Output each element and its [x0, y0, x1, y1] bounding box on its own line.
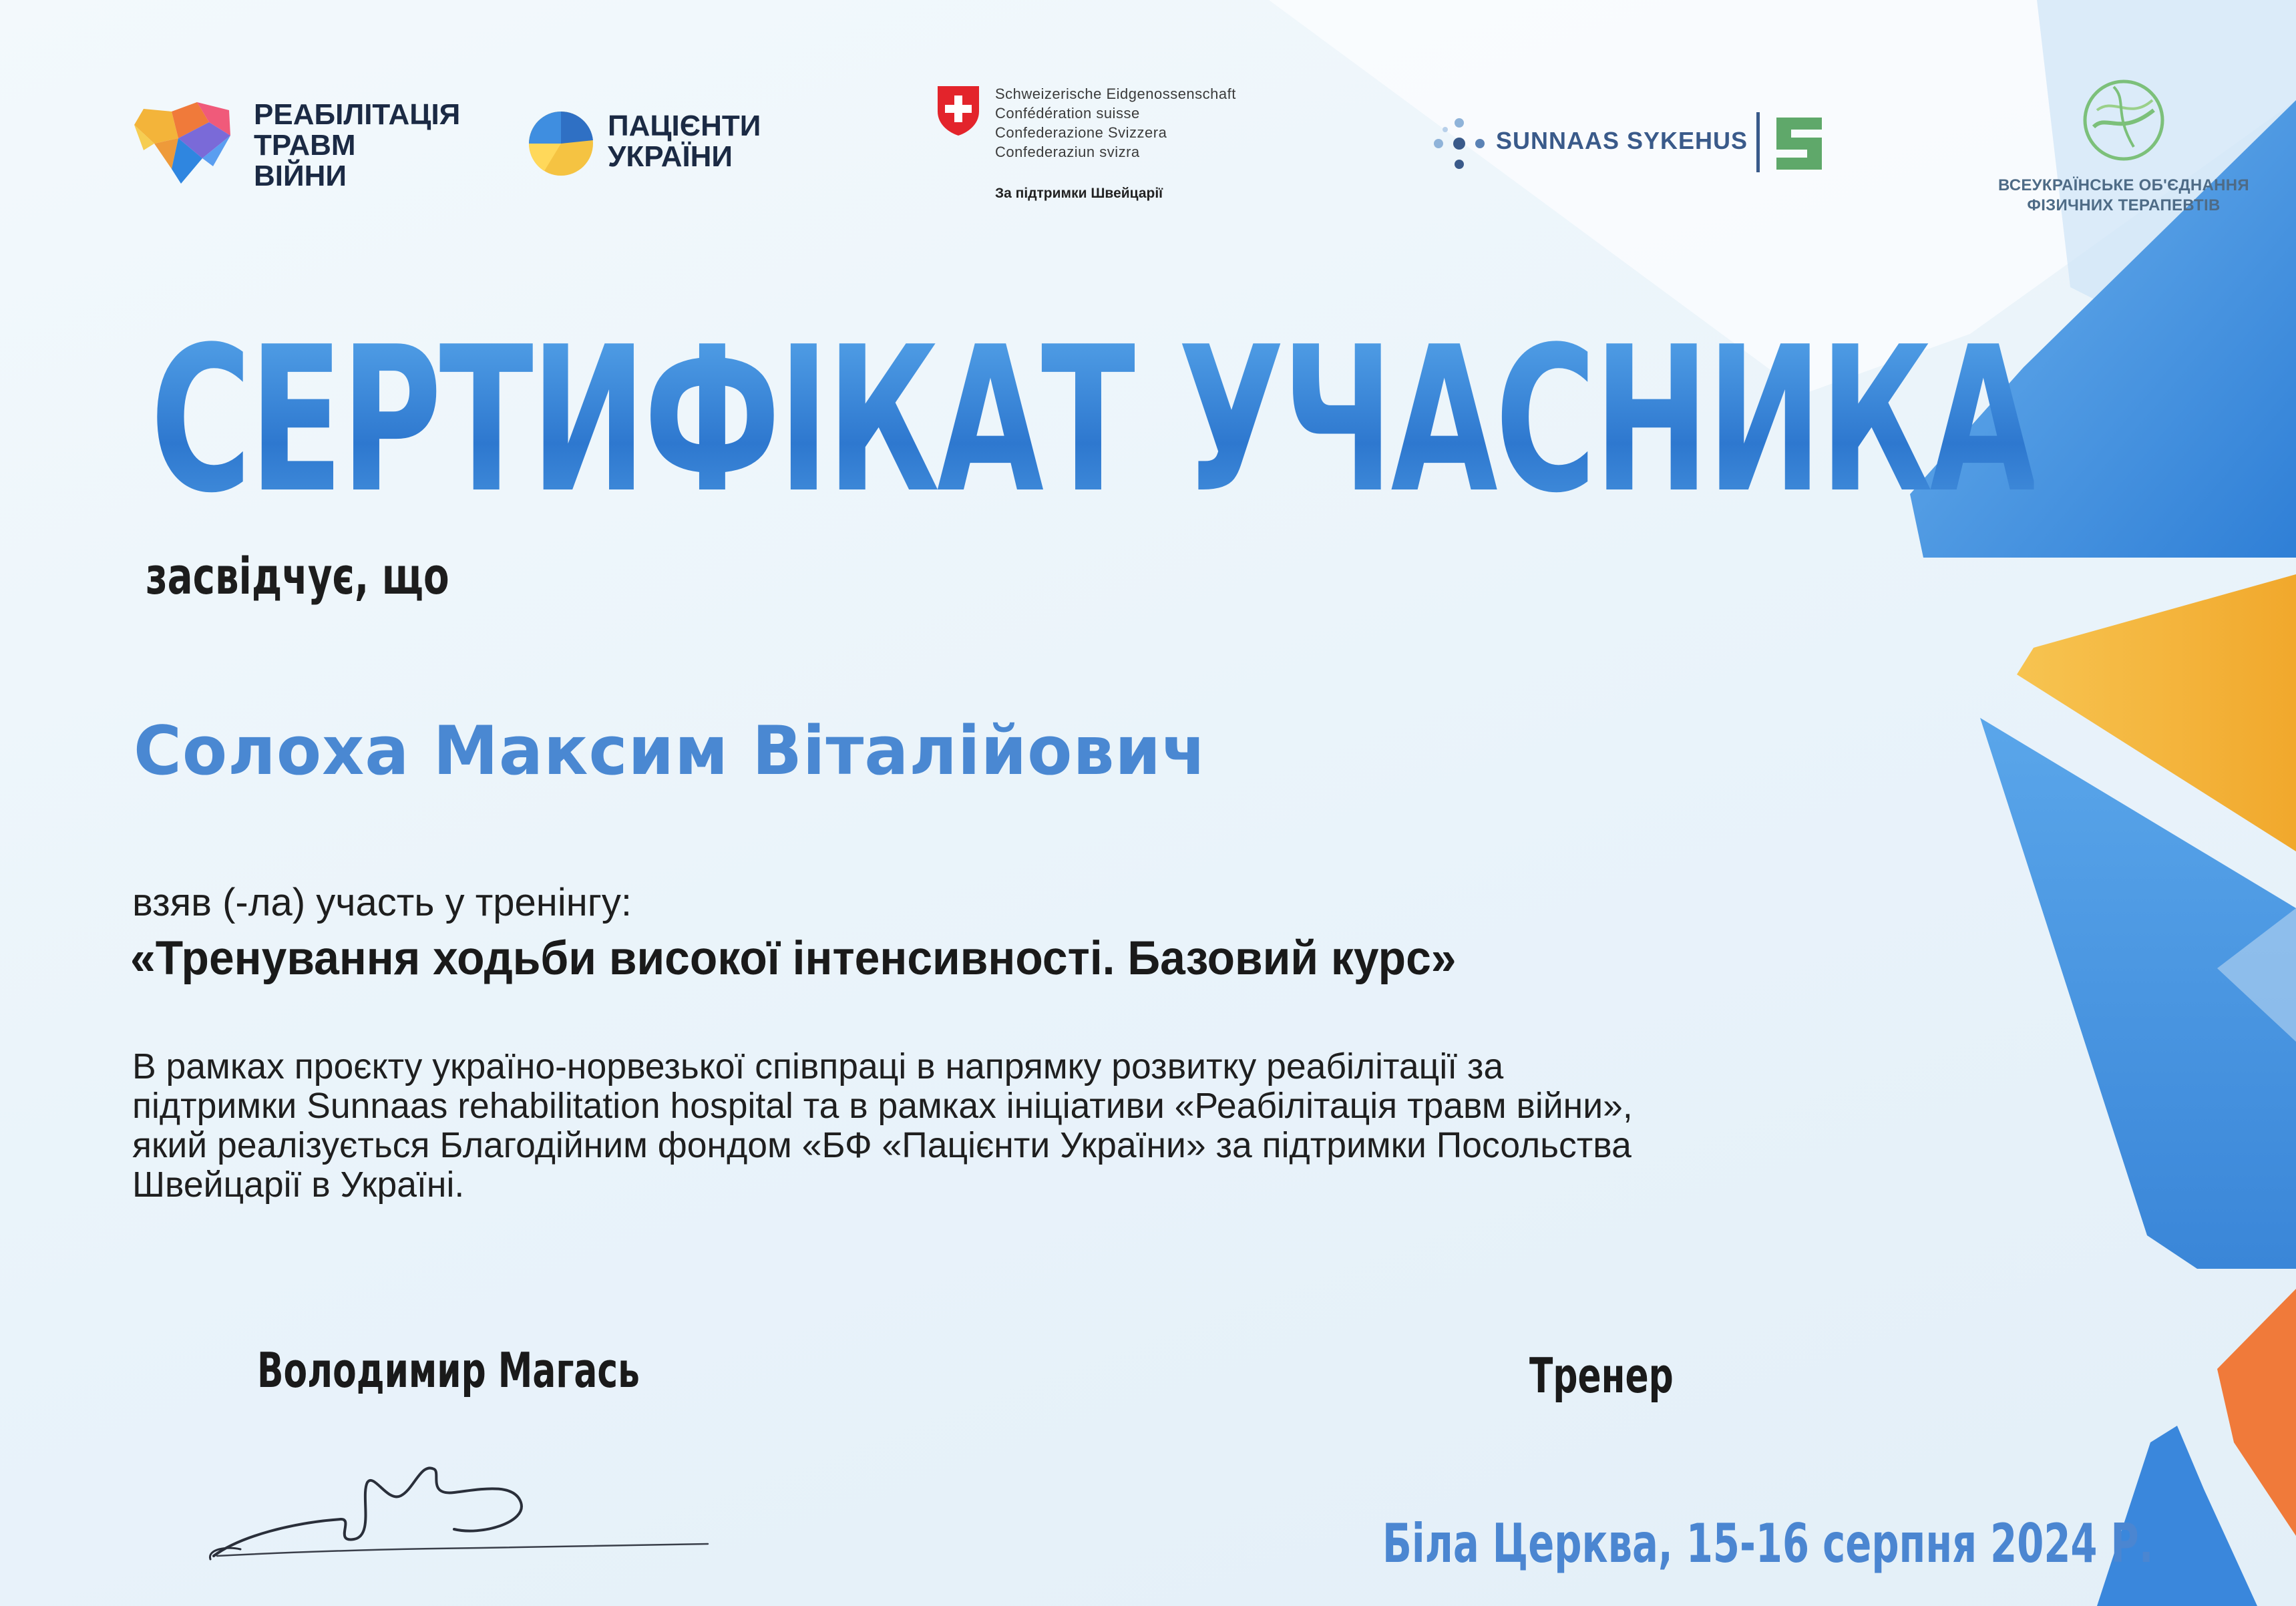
physio-line-2: ФІЗИЧНИХ ТЕРАПЕВТІВ [2027, 196, 2221, 214]
rehab-logo-line-1: РЕАБІЛІТАЦІЯ [254, 98, 461, 131]
rehab-war-trauma-logo [130, 97, 461, 197]
signer-name: Володимир Магась [257, 1342, 640, 1398]
participant-name: Солоха Максим Віталійович [134, 711, 1207, 790]
hands-globe-icon [2074, 73, 2174, 167]
description-line: В рамках проєкту україно-норвезької співпраці в напрямку розвитку реабілітації за [132, 1047, 1504, 1086]
took-part-label: взяв (-ла) участь у тренінгу: [132, 881, 632, 924]
swiss-support-text: За підтримки Швейцарії [995, 186, 1163, 201]
trainer-label: Тренер [1529, 1348, 1674, 1404]
swiss-line-4: Confederaziun svizra [995, 144, 1140, 161]
swiss-line-1: Schweizerische Eidgenossenschaft [995, 85, 1236, 102]
swiss-line-2: Confédération suisse [995, 105, 1140, 122]
swiss-confederation-logo [932, 80, 1279, 214]
certifies-label: засвідчує, що [146, 546, 449, 606]
patients-logo-line-2: УКРАЇНИ [608, 140, 733, 174]
swiss-shield-icon [935, 83, 982, 137]
description-line: Швейцарії в Україні. [132, 1165, 465, 1205]
description-line: який реалізується Благодійним фондом «БФ «Пацієнти України» за підтримки Посольства [132, 1126, 1632, 1165]
patients-logo-line-1: ПАЦІЄНТИ [608, 110, 761, 142]
description-line: підтримки Sunnaas rehabilitation hospital та в рамках ініціативи «Реабілітація травм війни», [132, 1086, 1633, 1126]
sunnaas-sykehus-logo [1429, 107, 1843, 180]
project-description [132, 1047, 1975, 1205]
sunnaas-name: SUNNAAS SYKEHUS [1496, 127, 1748, 154]
training-title: «Тренування ходьби високої інтенсивності. Базовий курс» [130, 932, 1457, 985]
handwritten-signature [200, 1456, 735, 1576]
dots-cross-icon [1429, 114, 1489, 174]
deco-orange [2217, 1289, 2296, 1536]
rehab-logo-line-3: ВІЙНИ [254, 160, 347, 193]
physio-line-1: ВСЕУКРАЇНСЬКЕ ОБ'ЄДНАННЯ [1997, 176, 2249, 194]
certificate-title: СЕРТИФІКАТ УЧАСНИКА [150, 304, 2034, 537]
patients-of-ukraine-logo [524, 107, 805, 180]
heart-mosaic-icon [130, 97, 237, 190]
rehab-logo-line-2: ТРАВМ [254, 129, 356, 162]
swiss-line-3: Confederazione Svizzera [995, 124, 1167, 142]
physio-association-logo [1990, 73, 2257, 227]
place-and-date: Біла Церква, 15-16 серпня 2024 Р. [1382, 1513, 2154, 1575]
circle-logo-icon [524, 107, 598, 180]
sunnaas-s-icon [1756, 112, 1830, 179]
